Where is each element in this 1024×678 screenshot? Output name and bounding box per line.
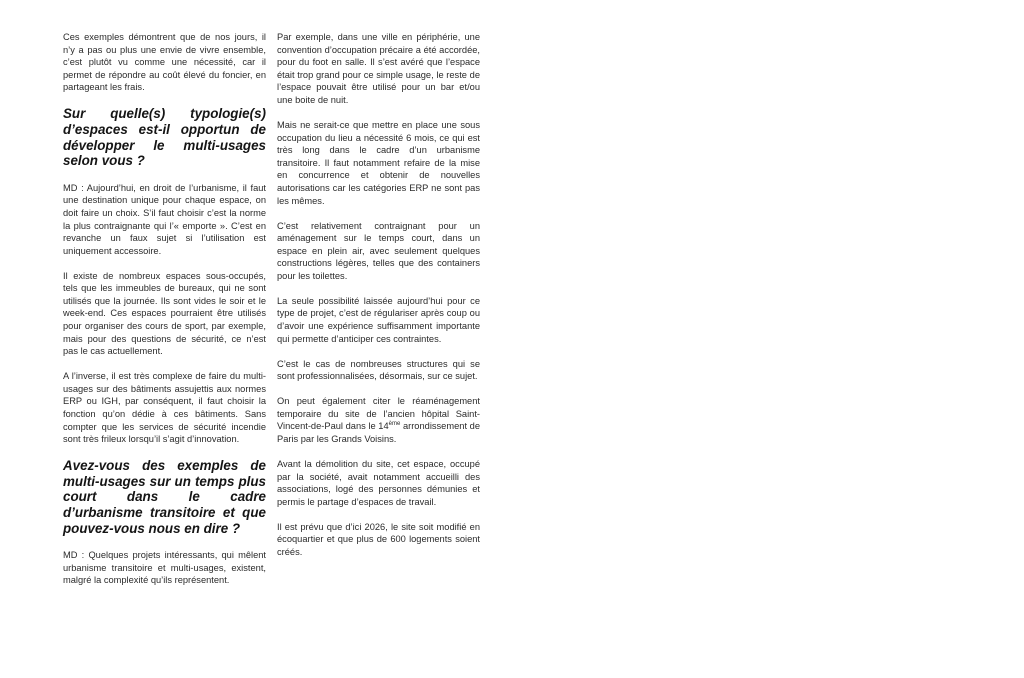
right-paragraph-3: C’est relativement contraignant pour un aménagement sur le temps court, dans un espace en plein air, avec seulement quelques constructions légères, telles que des containers pour les toilettes. [277,220,480,281]
left-paragraph-2: MD : Aujourd’hui, en droit de l’urbanisme, il faut une destination unique pour chaque espace, on doit faire un choix. S’il faut choisir c’est la norme la plus contraignante qui l’« emporte ». C’est en revanche un faux sujet si l’utilisation est uniquement accessoire. [63,182,266,256]
right-paragraph-6 [277,395,480,445]
ordinal-superscript: ème [388,421,401,428]
right-paragraph-7: Avant la démolition du site, cet espace, occupé par la société, avait notamment accueilli des associations, logé des personnes démunies et permis le partage d’espaces de travail. [277,458,480,507]
left-column [63,31,266,599]
right-paragraph-1: Par exemple, dans une ville en périphérie, une convention d’occupation précaire a été accordée, pour du foot en salle. Il s’est avéré que l’espace était trop grand pour ce simple usage, le reste de l’espace pouvait être utilisé pour un bar et/ou une boite de nuit. [277,32,480,105]
right-column [277,31,480,571]
left-paragraph-5: MD : Quelques projets intéressants, qui mêlent urbanisme transitoire et multi-usages, existent, malgré la complexité qu’ils représentent. [63,550,266,586]
right-paragraph-8: Il est prévu que d’ici 2026, le site soit modifié en écoquartier et que plus de 600 logements soient créés. [277,521,480,557]
left-paragraph-1: Ces exemples démontrent que de nos jours, il n’y a pas ou plus une envie de vivre ensemble, c’est plutôt vu comme une nécessité, car il permet de répondre au coût élevé du foncier, en partageant les frais. [63,32,266,93]
left-paragraph-4: A l’inverse, il est très complexe de faire du multi-usages sur des bâtiments assujettis aux normes ERP ou IGH, par conséquent, il faut choisir la fonction qu’on dédie à ces bâtiments. Sans compter que les services de sécurité incendie sont très frileux lorsqu’il s’agit d’innovation. [63,371,266,445]
right-paragraph-6-end: arrondissement de Paris par les Grands Voisins. [277,421,481,444]
question-heading-2: Avez-vous des exemples de multi-usages sur un temps plus court dans le cadre d’urbanisme transitoire et que pouvez-vous nous en dire ? [63,458,266,536]
right-paragraph-2: Mais ne serait-ce que mettre en place une sous occupation du lieu a nécessité 6 mois, ce qui est très long dans le cadre d’un urbanisme transitoire. Il faut notamment refaire de la mise en concurrence et obtenir de nouvelles autorisations car les catégories ERP ne sont pas les mêmes. [277,119,480,206]
right-paragraph-5: C’est le cas de nombreuses structures qui se sont professionnalisées, désormais, sur ce sujet. [277,358,480,382]
question-heading-1: Sur quelle(s) typologie(s) d’espaces est-il opportun de développer le multi-usages selon vous ? [63,106,266,169]
right-paragraph-6-start: On peut également citer le réaménagement temporaire du site de l’ancien hôpital Saint-Vincent-de-Paul dans le 14 [277,396,480,432]
right-paragraph-4: La seule possibilité laissée aujourd’hui pour ce type de projet, c’est de régulariser après coup ou d’avoir une expérience suffisamment importante qui permette d’anticiper ces contraintes. [277,295,480,344]
left-paragraph-3: Il existe de nombreux espaces sous-occupés, tels que les immeubles de bureaux, qui ne sont utilisés que la journée. Ils sont vides le soir et le week-end. Ces espaces pourraient être utilisés pour organiser des cours de sport, par exemple, mais pour des questions de sécurité, ce n’est pas le cas actuellement. [63,270,266,357]
